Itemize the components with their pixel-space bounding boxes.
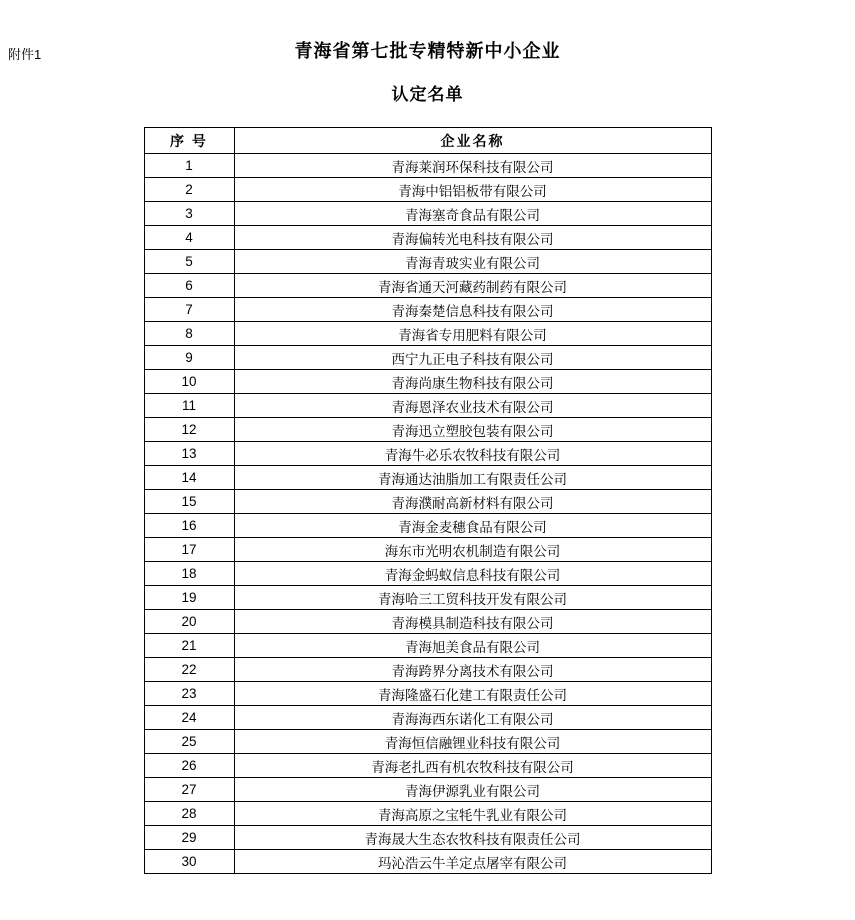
cell-index: 13 — [144, 442, 234, 466]
cell-company-name: 青海旭美食品有限公司 — [234, 634, 711, 658]
cell-index: 2 — [144, 178, 234, 202]
cell-index: 11 — [144, 394, 234, 418]
table-row — [144, 634, 711, 658]
table-row — [144, 322, 711, 346]
page-title: 青海省第七批专精特新中小企业 — [294, 41, 561, 61]
cell-company-name: 青海海西东诺化工有限公司 — [234, 706, 711, 730]
column-header-company-name: 企业名称 — [234, 128, 711, 154]
cell-company-name: 青海恒信融锂业科技有限公司 — [234, 730, 711, 754]
table-row — [144, 682, 711, 706]
cell-company-name: 青海伊源乳业有限公司 — [234, 778, 711, 802]
cell-company-name: 青海迅立塑胶包装有限公司 — [234, 418, 711, 442]
table-header-row — [144, 128, 711, 154]
cell-company-name: 青海莱润环保科技有限公司 — [234, 154, 711, 178]
cell-index: 26 — [144, 754, 234, 778]
table-row — [144, 610, 711, 634]
table-row — [144, 346, 711, 370]
cell-company-name: 青海跨界分离技术有限公司 — [234, 658, 711, 682]
table-row — [144, 370, 711, 394]
cell-company-name: 青海通达油脂加工有限责任公司 — [234, 466, 711, 490]
table-row — [144, 442, 711, 466]
cell-index: 29 — [144, 826, 234, 850]
cell-company-name: 青海金蚂蚁信息科技有限公司 — [234, 562, 711, 586]
cell-company-name: 青海中铝铝板带有限公司 — [234, 178, 711, 202]
cell-company-name: 玛沁浩云牛羊定点屠宰有限公司 — [234, 850, 711, 874]
cell-index: 8 — [144, 322, 234, 346]
cell-company-name: 西宁九正电子科技有限公司 — [234, 346, 711, 370]
cell-company-name: 海东市光明农机制造有限公司 — [234, 538, 711, 562]
cell-company-name: 青海金麦穗食品有限公司 — [234, 514, 711, 538]
cell-company-name: 青海老扎西有机农牧科技有限公司 — [234, 754, 711, 778]
cell-index: 22 — [144, 658, 234, 682]
cell-index: 19 — [144, 586, 234, 610]
table-row — [144, 466, 711, 490]
cell-company-name: 青海高原之宝牦牛乳业有限公司 — [234, 802, 711, 826]
table-body — [144, 154, 711, 874]
cell-index: 24 — [144, 706, 234, 730]
cell-company-name: 青海哈三工贸科技开发有限公司 — [234, 586, 711, 610]
table-row — [144, 706, 711, 730]
table-row — [144, 154, 711, 178]
cell-index: 3 — [144, 202, 234, 226]
cell-company-name: 青海恩泽农业技术有限公司 — [234, 394, 711, 418]
table-row — [144, 490, 711, 514]
attachment-label: 附件1 — [8, 47, 42, 62]
table-row — [144, 202, 711, 226]
cell-company-name: 青海塞奇食品有限公司 — [234, 202, 711, 226]
cell-index: 12 — [144, 418, 234, 442]
table-header — [144, 128, 711, 154]
cell-index: 21 — [144, 634, 234, 658]
table-row — [144, 658, 711, 682]
table-row — [144, 850, 711, 874]
cell-company-name: 青海省专用肥料有限公司 — [234, 322, 711, 346]
cell-index: 23 — [144, 682, 234, 706]
table-row — [144, 226, 711, 250]
cell-company-name: 青海晟大生态农牧科技有限责任公司 — [234, 826, 711, 850]
cell-index: 20 — [144, 610, 234, 634]
cell-index: 10 — [144, 370, 234, 394]
cell-index: 15 — [144, 490, 234, 514]
cell-company-name: 青海省通天河藏药制药有限公司 — [234, 274, 711, 298]
cell-index: 28 — [144, 802, 234, 826]
cell-company-name: 青海隆盛石化建工有限责任公司 — [234, 682, 711, 706]
column-header-index: 序 号 — [144, 128, 234, 154]
cell-company-name: 青海濮耐高新材料有限公司 — [234, 490, 711, 514]
cell-index: 14 — [144, 466, 234, 490]
cell-company-name: 青海牛必乐农牧科技有限公司 — [234, 442, 711, 466]
table-row — [144, 418, 711, 442]
table-row — [144, 730, 711, 754]
cell-index: 18 — [144, 562, 234, 586]
table-row — [144, 274, 711, 298]
cell-index: 27 — [144, 778, 234, 802]
table-row — [144, 778, 711, 802]
company-list-table-container — [0, 127, 855, 874]
cell-company-name: 青海模具制造科技有限公司 — [234, 610, 711, 634]
table-row — [144, 562, 711, 586]
table-row — [144, 586, 711, 610]
cell-index: 9 — [144, 346, 234, 370]
cell-index: 7 — [144, 298, 234, 322]
cell-company-name: 青海秦楚信息科技有限公司 — [234, 298, 711, 322]
cell-index: 5 — [144, 250, 234, 274]
cell-company-name: 青海尚康生物科技有限公司 — [234, 370, 711, 394]
table-row — [144, 250, 711, 274]
table-row — [144, 178, 711, 202]
cell-company-name: 青海偏转光电科技有限公司 — [234, 226, 711, 250]
table-row — [144, 298, 711, 322]
table-row — [144, 826, 711, 850]
company-list-table — [144, 127, 712, 874]
table-row — [144, 394, 711, 418]
cell-index: 25 — [144, 730, 234, 754]
cell-index: 4 — [144, 226, 234, 250]
cell-index: 1 — [144, 154, 234, 178]
cell-index: 17 — [144, 538, 234, 562]
page-subtitle: 认定名单 — [391, 85, 464, 104]
table-row — [144, 802, 711, 826]
table-row — [144, 754, 711, 778]
table-row — [144, 514, 711, 538]
cell-index: 30 — [144, 850, 234, 874]
cell-index: 6 — [144, 274, 234, 298]
cell-company-name: 青海青玻实业有限公司 — [234, 250, 711, 274]
cell-index: 16 — [144, 514, 234, 538]
table-row — [144, 538, 711, 562]
